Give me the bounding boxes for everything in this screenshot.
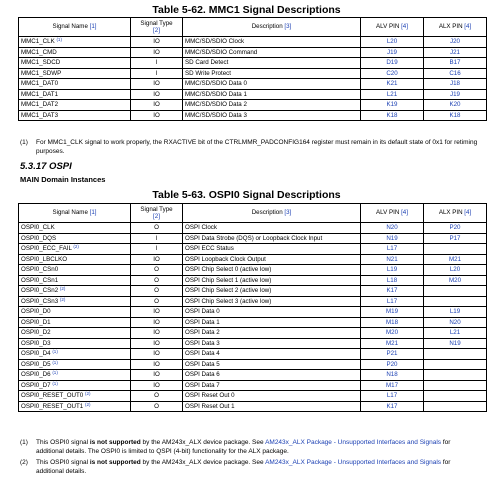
signal-type-cell: IO	[131, 370, 183, 381]
alx-pin-cell	[424, 391, 487, 402]
signal-type-cell: IO	[131, 328, 183, 339]
table2-title: Table 5-63. OSPI0 Signal Descriptions	[152, 189, 341, 201]
alx-pin-cell: P17	[424, 233, 487, 244]
signal-type-cell: I	[131, 68, 183, 79]
table-row	[19, 317, 487, 328]
signal-type-cell: O	[131, 265, 183, 276]
description-cell: MMC/SD/SDIO Command	[183, 47, 361, 58]
description-cell: OSPI Reset Out 1	[183, 401, 361, 412]
signal-type-cell: IO	[131, 338, 183, 349]
description-cell: SD Write Protect	[183, 68, 361, 79]
alv-pin-cell: J19	[361, 47, 424, 58]
alx-pin-cell: B17	[424, 58, 487, 69]
signal-name-cell: MMC1_CLK $^{(1)}$	[19, 37, 131, 48]
header-alv-pin: ALV PIN [4]	[361, 18, 424, 37]
description-cell: OSPI Data 2	[183, 328, 361, 339]
alx-pin-cell: J18	[424, 79, 487, 90]
alv-pin-cell: L17	[361, 391, 424, 402]
table-row	[19, 254, 487, 265]
signal-name-cell: MMC1_DAT1	[19, 89, 131, 100]
table-row	[19, 338, 487, 349]
signal-name-cell: OSPI0_CSn1	[19, 275, 131, 286]
signal-type-cell: O	[131, 401, 183, 412]
signal-type-cell: IO	[131, 317, 183, 328]
signal-name-cell: OSPI0_D3	[19, 338, 131, 349]
alx-pin-cell	[424, 244, 487, 255]
header-description: Description [3]	[183, 18, 361, 37]
alv-pin-cell: L19	[361, 265, 424, 276]
table-row	[19, 380, 487, 391]
signal-name-cell: OSPI0_CLK	[19, 223, 131, 234]
alx-pin-cell: P20	[424, 223, 487, 234]
unsupported-interfaces-link[interactable]: AM243x_ALX Package - Unsupported Interfaces and Signals	[265, 439, 442, 446]
signal-name-cell: OSPI0_RESET_OUT0 $^{(2)}$	[19, 391, 131, 402]
alv-pin-cell: M20	[361, 328, 424, 339]
alx-pin-cell: K20	[424, 100, 487, 111]
signal-type-cell: O	[131, 223, 183, 234]
table-row	[19, 79, 487, 90]
table-row	[19, 68, 487, 79]
signal-type-cell: O	[131, 286, 183, 297]
alv-pin-cell: L18	[361, 275, 424, 286]
signal-type-cell: IO	[131, 100, 183, 111]
alv-pin-cell: C20	[361, 68, 424, 79]
alx-pin-cell: C16	[424, 68, 487, 79]
signal-name-cell: MMC1_CMD	[19, 47, 131, 58]
description-cell: OSPI Reset Out 0	[183, 391, 361, 402]
ospi0-signal-table	[18, 203, 487, 412]
signal-name-cell: OSPI0_D1	[19, 317, 131, 328]
alv-pin-cell: N18	[361, 370, 424, 381]
alv-pin-cell: N21	[361, 254, 424, 265]
table-row	[19, 110, 487, 121]
header-signal-name: Signal Name [1]	[19, 18, 131, 37]
alx-pin-cell: K18	[424, 110, 487, 121]
description-cell: OSPI Chip Select 3 (active low)	[183, 296, 361, 307]
description-cell: OSPI Loopback Clock Output	[183, 254, 361, 265]
alv-pin-cell: K21	[361, 79, 424, 90]
description-cell: MMC/SD/SDIO Data 1	[183, 89, 361, 100]
description-cell: OSPI Data 5	[183, 359, 361, 370]
signal-name-cell: OSPI0_CSn0	[19, 265, 131, 276]
unsupported-interfaces-link[interactable]: AM243x_ALX Package - Unsupported Interfaces and Signals	[265, 459, 442, 466]
alx-pin-cell: J19	[424, 89, 487, 100]
signal-type-cell: I	[131, 244, 183, 255]
signal-type-cell: IO	[131, 307, 183, 318]
description-cell: OSPI Data 7	[183, 380, 361, 391]
description-cell: MMC/SD/SDIO Data 2	[183, 100, 361, 111]
header-signal-type: Signal Type [2]	[131, 18, 183, 37]
alx-pin-cell	[424, 286, 487, 297]
signal-type-cell: IO	[131, 89, 183, 100]
mmc1-signal-table	[18, 17, 487, 121]
alv-pin-cell: K19	[361, 100, 424, 111]
signal-name-cell: MMC1_DAT3	[19, 110, 131, 121]
alx-pin-cell: J21	[424, 47, 487, 58]
description-cell: OSPI Data 0	[183, 307, 361, 318]
alx-pin-cell	[424, 359, 487, 370]
alv-pin-cell: L17	[361, 296, 424, 307]
alv-pin-cell: M17	[361, 380, 424, 391]
signal-name-cell: OSPI0_D5 $^{(1)}$	[19, 359, 131, 370]
table-row	[19, 296, 487, 307]
table-row	[19, 244, 487, 255]
description-cell: MMC/SD/SDIO Data 3	[183, 110, 361, 121]
header-alv-pin: ALV PIN [4]	[361, 204, 424, 223]
table2-header-row	[19, 204, 487, 223]
signal-name-cell: MMC1_SDWP	[19, 68, 131, 79]
description-cell: OSPI ECC Status	[183, 244, 361, 255]
alx-pin-cell	[424, 380, 487, 391]
table-row	[19, 47, 487, 58]
signal-type-cell: IO	[131, 37, 183, 48]
signal-name-cell: OSPI0_D0	[19, 307, 131, 318]
table1-footnote-1: (1) For MMC1_CLK signal to work properly, the RXACTIVE bit of the CTRLMMR_PADCONFIG164 register must remain in its default state of 0x1 for retiming purposes.	[20, 139, 478, 155]
table-row	[19, 233, 487, 244]
signal-type-cell: IO	[131, 79, 183, 90]
description-cell: OSPI Data 1	[183, 317, 361, 328]
table2-footnote-1: (1) This OSPI0 signal is not supported by the AM243x_ALX device package. See AM243x_ALX Package - Unsupported Interfaces and Signals for additional details. The OSPI0 is limited to QSPI (4-bit) functionality for the ALX package.	[20, 439, 451, 455]
table-row	[19, 275, 487, 286]
description-cell: OSPI Data 6	[183, 370, 361, 381]
alv-pin-cell: L20	[361, 37, 424, 48]
signal-type-cell: IO	[131, 254, 183, 265]
signal-name-cell: OSPI0_LBCLKO	[19, 254, 131, 265]
signal-name-cell: OSPI0_ECC_FAIL $^{(2)}$	[19, 244, 131, 255]
alv-pin-cell: P20	[361, 359, 424, 370]
signal-type-cell: O	[131, 391, 183, 402]
alx-pin-cell: L20	[424, 265, 487, 276]
description-cell: OSPI Data 3	[183, 338, 361, 349]
description-cell: OSPI Data Strobe (DQS) or Loopback Clock Input	[183, 233, 361, 244]
alv-pin-cell: P21	[361, 349, 424, 360]
alv-pin-cell: N20	[361, 223, 424, 234]
signal-type-cell: I	[131, 58, 183, 69]
alx-pin-cell	[424, 401, 487, 412]
signal-type-cell: IO	[131, 359, 183, 370]
signal-name-cell: OSPI0_D2	[19, 328, 131, 339]
table1-title: Table 5-62. MMC1 Signal Descriptions	[152, 4, 341, 16]
table-row	[19, 58, 487, 69]
alx-pin-cell: L21	[424, 328, 487, 339]
signal-name-cell: MMC1_SDCD	[19, 58, 131, 69]
signal-type-cell: IO	[131, 349, 183, 360]
alv-pin-cell: K18	[361, 110, 424, 121]
signal-name-cell: OSPI0_D4 $^{(1)}$	[19, 349, 131, 360]
table-row	[19, 100, 487, 111]
signal-name-cell: OSPI0_CSn3 $^{(2)}$	[19, 296, 131, 307]
alv-pin-cell: D19	[361, 58, 424, 69]
alx-pin-cell: N20	[424, 317, 487, 328]
description-cell: MMC/SD/SDIO Data 0	[183, 79, 361, 90]
alv-pin-cell: K17	[361, 286, 424, 297]
section-heading: 5.3.17 OSPI	[20, 161, 72, 172]
alv-pin-cell: L17	[361, 244, 424, 255]
table-row	[19, 223, 487, 234]
table-row	[19, 265, 487, 276]
signal-name-cell: MMC1_DAT0	[19, 79, 131, 90]
table-row	[19, 401, 487, 412]
signal-name-cell: MMC1_DAT2	[19, 100, 131, 111]
description-cell: SD Card Detect	[183, 58, 361, 69]
signal-name-cell: OSPI0_CSn2 $^{(2)}$	[19, 286, 131, 297]
table2-footnote-2: (2) This OSPI0 signal is not supported by the AM243x_ALX device package. See AM243x_ALX Package - Unsupported Interfaces and Signals for additional details.	[20, 459, 451, 475]
header-signal-name: Signal Name [1]	[19, 204, 131, 223]
alx-pin-cell	[424, 349, 487, 360]
signal-type-cell: O	[131, 296, 183, 307]
alx-pin-cell: N19	[424, 338, 487, 349]
description-cell: OSPI Clock	[183, 223, 361, 234]
table-row	[19, 328, 487, 339]
section-subheading: MAIN Domain Instances	[20, 175, 106, 184]
description-cell: MMC/SD/SDIO Clock	[183, 37, 361, 48]
alx-pin-cell: M21	[424, 254, 487, 265]
signal-type-cell: IO	[131, 110, 183, 121]
table-row	[19, 370, 487, 381]
description-cell: OSPI Data 4	[183, 349, 361, 360]
signal-type-cell: IO	[131, 380, 183, 391]
signal-name-cell: OSPI0_D6 $^{(1)}$	[19, 370, 131, 381]
alv-pin-cell: M21	[361, 338, 424, 349]
table-row	[19, 37, 487, 48]
header-alx-pin: ALX PIN [4]	[424, 204, 487, 223]
alx-pin-cell	[424, 296, 487, 307]
description-cell: OSPI Chip Select 0 (active low)	[183, 265, 361, 276]
table-row	[19, 391, 487, 402]
signal-type-cell: O	[131, 275, 183, 286]
header-signal-type: Signal Type [2]	[131, 204, 183, 223]
description-cell: OSPI Chip Select 1 (active low)	[183, 275, 361, 286]
alv-pin-cell: N19	[361, 233, 424, 244]
table-row	[19, 307, 487, 318]
alv-pin-cell: M18	[361, 317, 424, 328]
header-alx-pin: ALX PIN [4]	[424, 18, 487, 37]
alx-pin-cell: M20	[424, 275, 487, 286]
signal-type-cell: IO	[131, 47, 183, 58]
description-cell: OSPI Chip Select 2 (active low)	[183, 286, 361, 297]
signal-name-cell: OSPI0_RESET_OUT1 $^{(2)}$	[19, 401, 131, 412]
header-description: Description [3]	[183, 204, 361, 223]
table-row	[19, 349, 487, 360]
table-row	[19, 359, 487, 370]
alv-pin-cell: L21	[361, 89, 424, 100]
table-row	[19, 286, 487, 297]
table1-header-row	[19, 18, 487, 37]
signal-name-cell: OSPI0_D7 $^{(1)}$	[19, 380, 131, 391]
signal-name-cell: OSPI0_DQS	[19, 233, 131, 244]
table-row	[19, 89, 487, 100]
alv-pin-cell: K17	[361, 401, 424, 412]
signal-type-cell: I	[131, 233, 183, 244]
alx-pin-cell: J20	[424, 37, 487, 48]
alx-pin-cell: L19	[424, 307, 487, 318]
alx-pin-cell	[424, 370, 487, 381]
alv-pin-cell: M19	[361, 307, 424, 318]
